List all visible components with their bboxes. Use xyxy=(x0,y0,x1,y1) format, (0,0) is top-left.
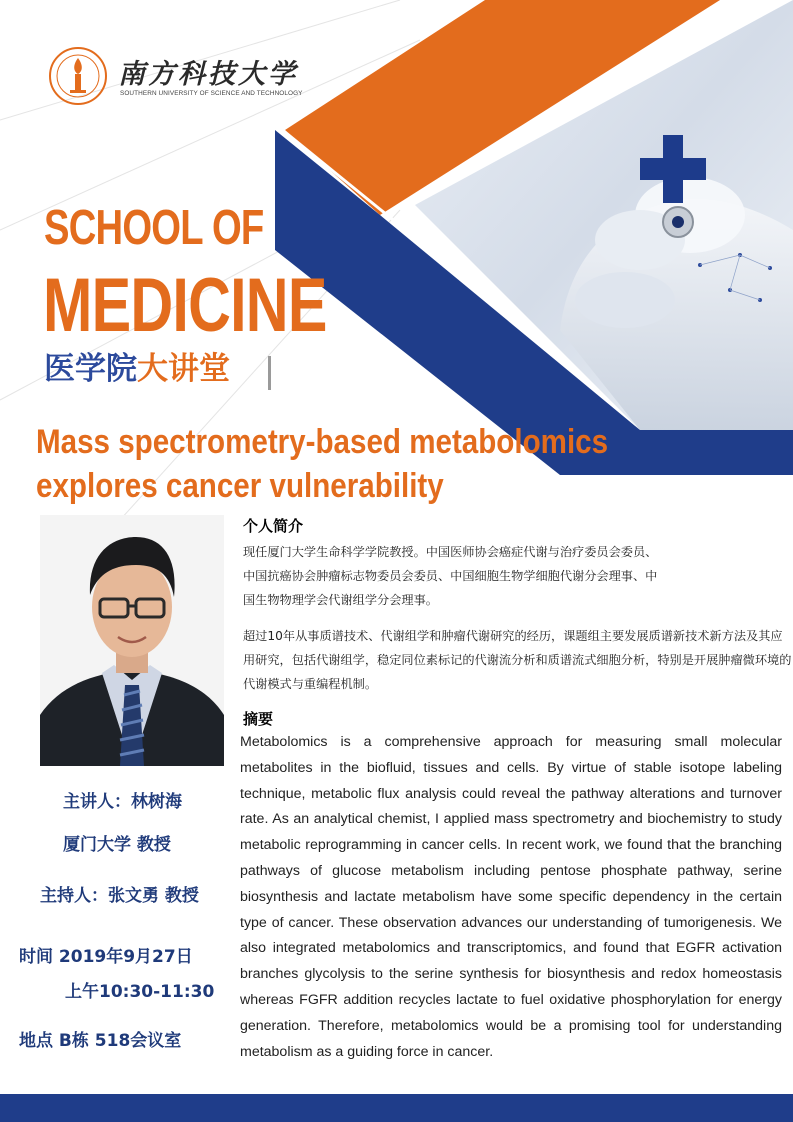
school-title-line1: SCHOOL OF xyxy=(44,201,264,255)
university-name-en: SOUTHERN UNIVERSITY OF SCIENCE AND TECHNOLOGY xyxy=(120,90,303,97)
lecture-series-title xyxy=(44,351,230,387)
bio-paragraph-2: 超过10年从事质谱技术、代谢组学和肿瘤代谢研究的经历，课题组主要发展质谱新技术新方法及其应用研究，包括代谢组学，稳定同位素标记的代谢流分析和质谱流式细胞分析，特别是开展肿瘤微环境的代谢模式与重编程机制。 xyxy=(243,629,792,691)
speaker-affiliation: 厦门大学 教授 xyxy=(63,835,171,855)
lecture-title-part1: 医学院 xyxy=(44,351,137,387)
bio-heading: 个人简介 xyxy=(243,517,304,535)
event-location: 地点 B栋 518会议室 xyxy=(19,1031,182,1051)
talk-title: Mass spectrometry-based metabolomics explores cancer vulnerability xyxy=(36,423,609,505)
torch-seal-icon xyxy=(48,46,108,106)
host-name: 主持人：张文勇 教授 xyxy=(40,886,199,906)
event-date: 时间 2019年9月27日 xyxy=(19,947,193,967)
bio-paragraph-1: 现任厦门大学生命科学学院教授。中国医师协会癌症代谢与治疗委员会委员、中国抗癌协会肿瘤标志物委员会委员、中国细胞生物学细胞代谢分会理事、中国生物物理学会代谢组学分会理事。 xyxy=(243,545,658,607)
speaker-name: 主讲人：林树海 xyxy=(63,792,182,812)
event-time: 上午10:30-11:30 xyxy=(65,982,215,1002)
footer-bar xyxy=(0,1094,793,1122)
speaker-photo xyxy=(40,515,224,766)
abstract-text: Metabolomics is a comprehensive approach for measuring small molecular metabolites in the biofluid, tissues and cells. By virtue of stable isotope labeling technique, metabolic flux analysis could reveal the pathway alterations and turnover rate. As an analytical chemist, I applied mass spectrometry and biochemistry to study metabolic reprogramming in cancer cells. In recent work, we found that the branching pathways of glucose metabolism including pentose phosphate pathway, serine biosynthesis and lactate metabolism have some specific dependency in the certain type of cancer. These observation advances our understanding of tumorigenesis. We also integrated metabolomics and transcriptomics, and found that EGFR activation branches glycolysis to the serine synthesis for biosynthesis and redox homeostasis whereas FGFR addition recycles lactate to fuel oxidative phosphorylation for energy generation. Therefore, metabolomics would be a promising tool for understanding metabolism as a guiding force in cancer. xyxy=(240,734,782,1060)
school-title-line2: MEDICINE xyxy=(43,263,327,348)
lecture-title-part2: 大讲堂 xyxy=(137,351,230,387)
abstract-heading: 摘要 xyxy=(243,710,274,728)
university-name-cn: 南方科技大学 xyxy=(118,59,298,90)
vertical-divider xyxy=(268,356,271,390)
